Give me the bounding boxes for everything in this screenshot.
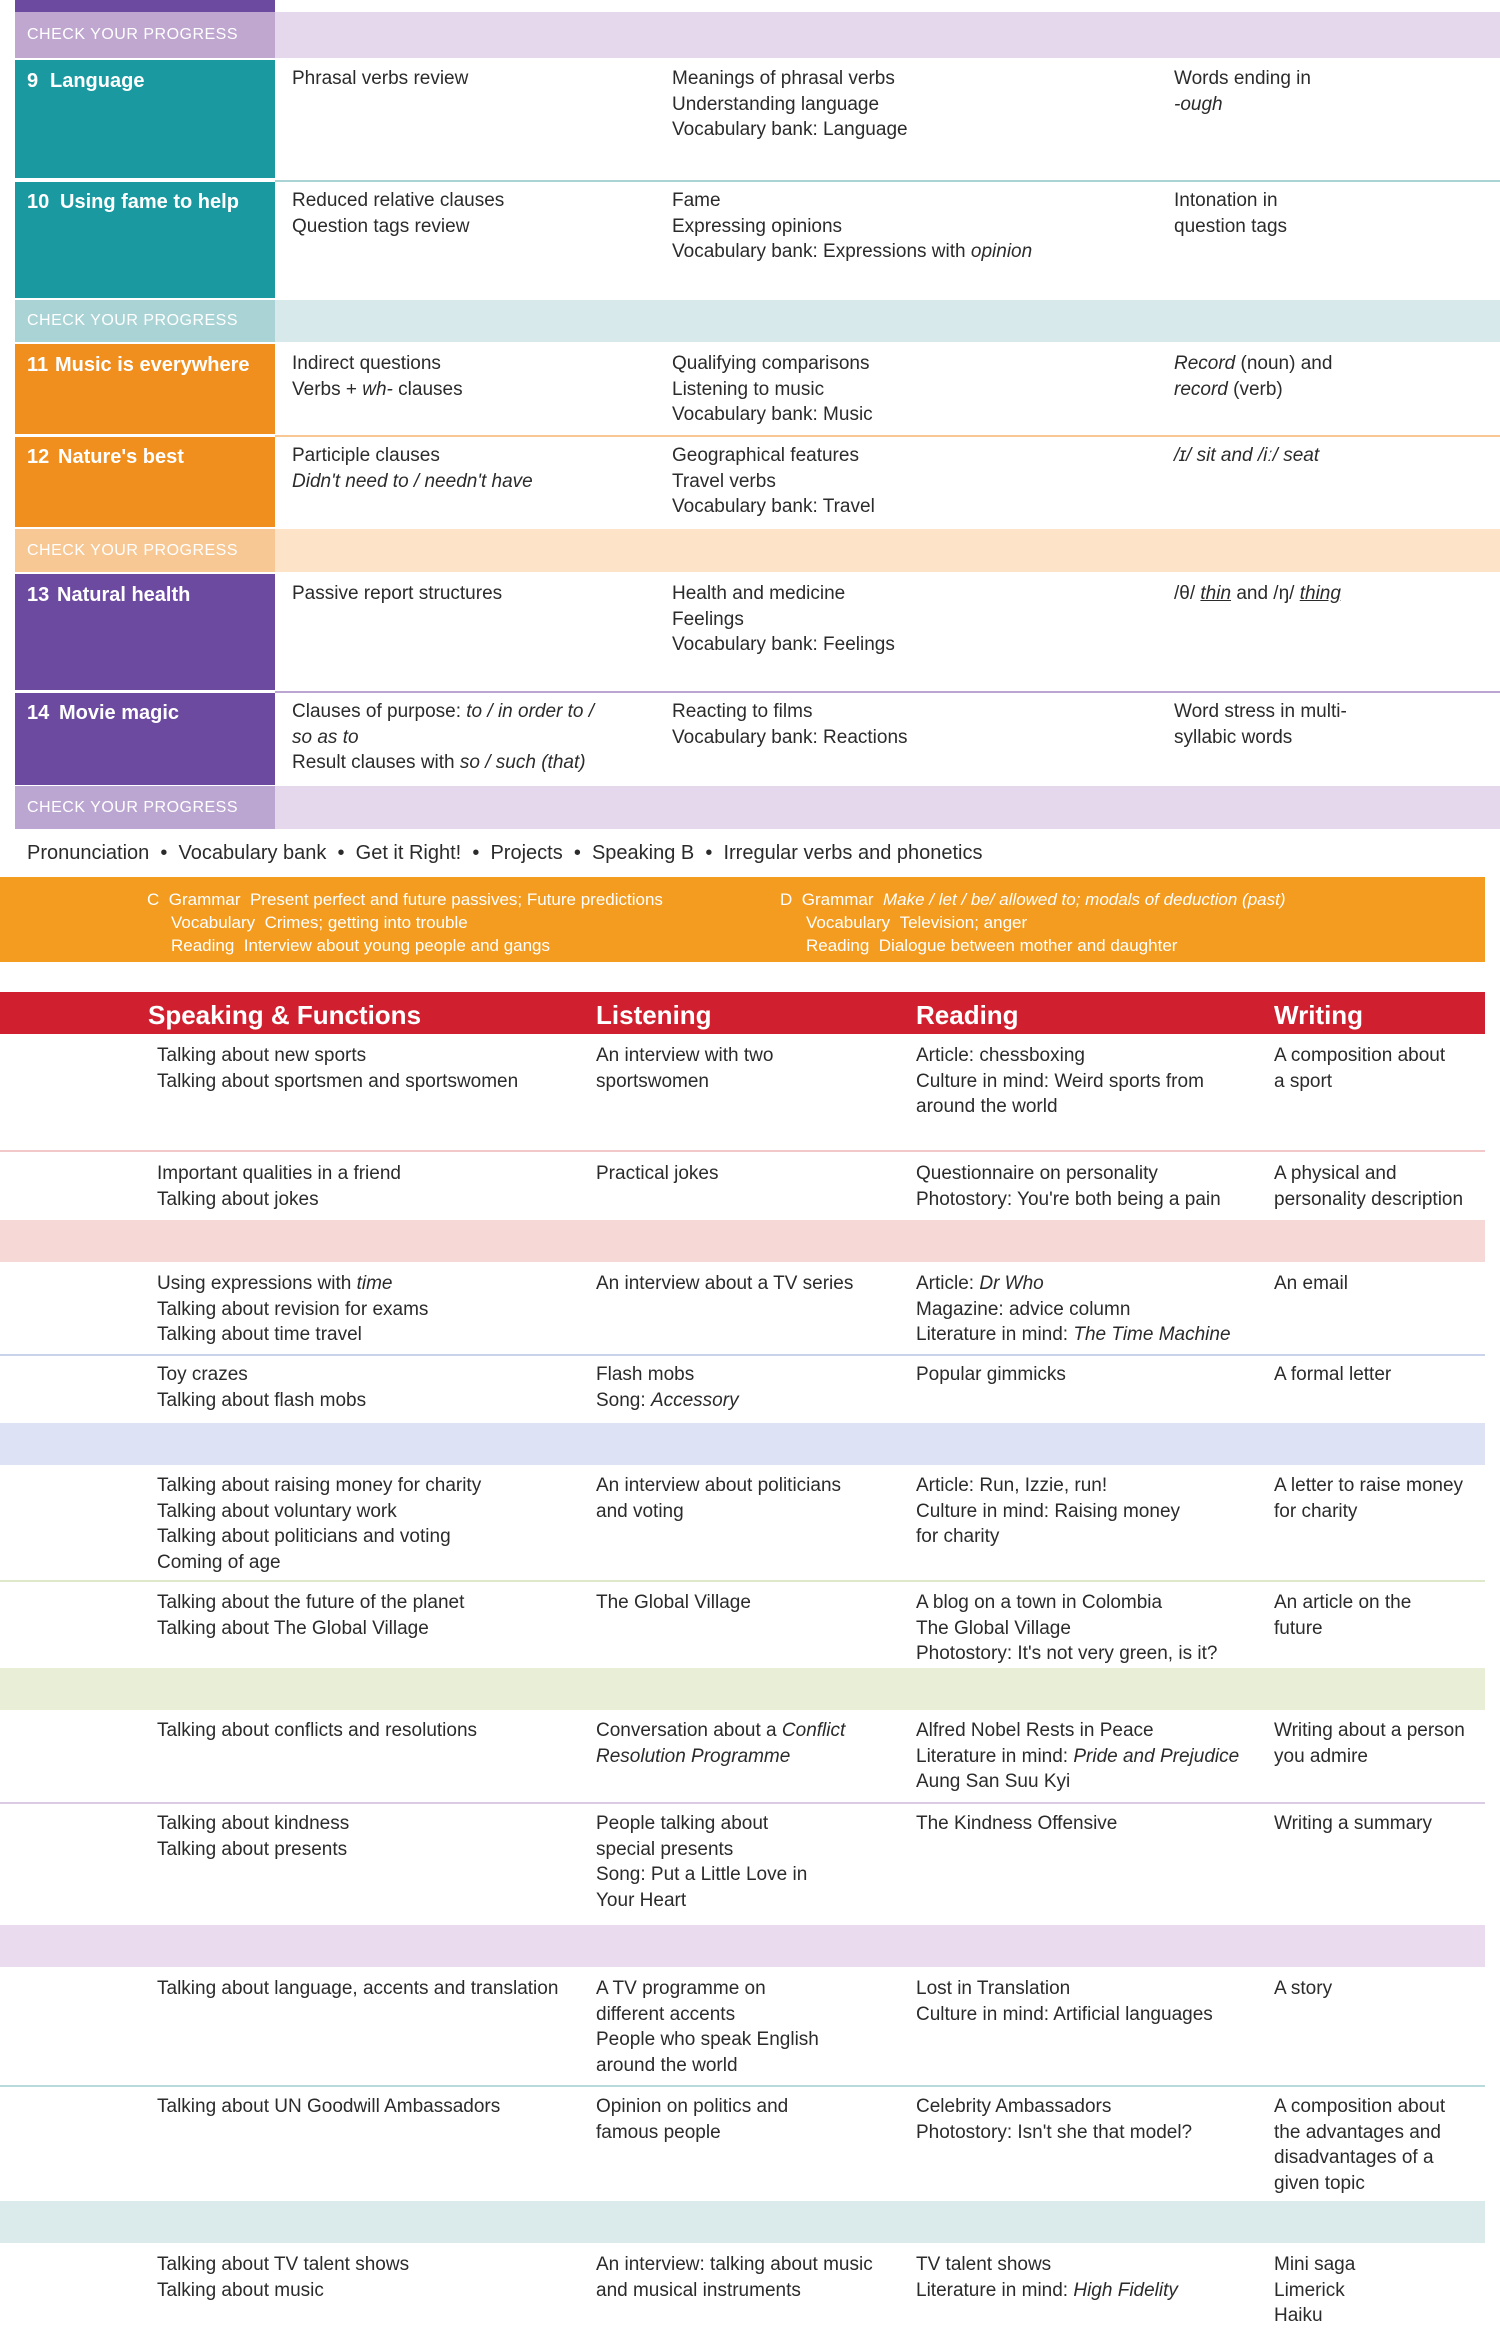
listening-cell: Flash mobs Song: Accessory	[596, 1364, 739, 1411]
appendix-links[interactable]: Pronunciation • Vocabulary bank • Get it Right! • Projects • Speaking B • Irregular verbs and phonetics	[27, 842, 983, 864]
speaking-cell: Talking about the future of the planet Talking about The Global Village	[157, 1592, 465, 1639]
grammar-cell: Passive report structures	[292, 583, 503, 604]
unit-number: 9	[27, 70, 39, 92]
grammar-cell: Indirect questions Verbs + wh- clauses	[292, 353, 463, 400]
cyp-band	[0, 1925, 1485, 1967]
row-divider	[275, 180, 1500, 182]
writing-cell: Writing about a person you admire	[1274, 1720, 1465, 1767]
banner-reading: Interview about young people and gangs	[243, 936, 551, 955]
unit-number: 11	[27, 354, 49, 376]
writing-cell: Mini saga Limerick Haiku	[1274, 2254, 1356, 2326]
reading-cell: Lost in Translation Culture in mind: Artificial languages	[916, 1978, 1213, 2025]
listening-cell: An interview with two sportswomen	[596, 1045, 774, 1092]
unit-title[interactable]: Music is everywhere	[55, 354, 250, 376]
unit-number: 10	[27, 191, 50, 213]
listening-cell: Opinion on politics and famous people	[596, 2096, 789, 2143]
writing-cell: A composition about a sport	[1274, 1045, 1446, 1092]
check-your-progress-label[interactable]: CHECK YOUR PROGRESS	[27, 312, 239, 329]
grammar-cell: Phrasal verbs review	[292, 68, 469, 89]
grammar-cell: Clauses of purpose: to / in order to / so as to Result clauses with so / such (that)	[292, 701, 595, 773]
speaking-cell: Talking about TV talent shows Talking about music	[157, 2254, 410, 2301]
vocabulary-cell: Qualifying comparisons Listening to music Vocabulary bank: Music	[672, 353, 873, 425]
banner-vocab-label: Vocabulary	[171, 913, 256, 932]
header-reading: Reading	[916, 1000, 1019, 1030]
listening-cell: A TV programme on different accents People who speak English around the world	[596, 1978, 819, 2076]
listening-cell: An interview: talking about music and musical instruments	[596, 2254, 873, 2301]
reading-cell: Article: chessboxing Culture in mind: Weird sports from around the world	[916, 1045, 1204, 1117]
cyp-band	[0, 1668, 1485, 1710]
vocabulary-cell: Fame Expressing opinions Vocabulary bank: Expressions with opinion	[672, 190, 1033, 262]
speaking-cell: Toy crazes Talking about flash mobs	[157, 1364, 367, 1411]
header-listening: Listening	[596, 1000, 712, 1030]
banner-reading: Dialogue between mother and daughter	[878, 936, 1178, 955]
banner-grammar: Present perfect and future passives; Future predictions	[249, 890, 663, 909]
listening-cell: Practical jokes	[596, 1163, 719, 1184]
listening-cell: The Global Village	[596, 1592, 751, 1613]
grammar-cell: Reduced relative clauses Question tags review	[292, 190, 505, 237]
reading-cell: Article: Dr Who Magazine: advice column Literature in mind: The Time Machine	[916, 1273, 1231, 1345]
reading-cell: Article: Run, Izzie, run! Culture in mind: Raising money for charity	[916, 1475, 1181, 1547]
writing-cell: An article on the future	[1274, 1592, 1412, 1639]
reading-cell: Questionnaire on personality Photostory: You're both being a pain	[916, 1163, 1221, 1210]
vocabulary-cell: Geographical features Travel verbs Vocabulary bank: Travel	[672, 445, 875, 517]
pronunciation-cell: Intonation in question tags	[1174, 190, 1288, 237]
writing-cell: A formal letter	[1274, 1364, 1392, 1385]
writing-cell: A story	[1274, 1978, 1333, 1999]
speaking-cell: Talking about UN Goodwill Ambassadors	[157, 2096, 501, 2117]
speaking-cell: Talking about language, accents and translation	[157, 1978, 559, 1999]
unit-title[interactable]: Movie magic	[59, 702, 180, 724]
unit-title[interactable]: Nature's best	[58, 446, 184, 468]
cyp-band	[0, 1220, 1485, 1262]
cyp-bar-right	[275, 12, 1500, 58]
row-divider	[0, 1150, 1485, 1152]
banner-vocab: Television; anger	[899, 913, 1028, 932]
row-divider	[275, 691, 1500, 693]
row-divider	[275, 435, 1500, 437]
cyp-bar-right	[275, 786, 1500, 829]
banner-vocab: Crimes; getting into trouble	[264, 913, 468, 932]
banner-letter: C	[147, 890, 160, 909]
reading-cell: Celebrity Ambassadors Photostory: Isn't she that model?	[916, 2096, 1193, 2143]
row-divider	[0, 1354, 1485, 1356]
banner-grammar-label: Grammar	[168, 890, 241, 909]
cyp-bar-left	[15, 0, 275, 12]
pronunciation-cell: /ɪ/ sit and /iː/ seat	[1174, 445, 1320, 466]
check-your-progress-label[interactable]: CHECK YOUR PROGRESS	[27, 799, 239, 816]
cyp-bar-right	[275, 300, 1500, 342]
writing-cell: A composition about the advantages and disadvantages of a given topic	[1274, 2096, 1446, 2194]
header-writing: Writing	[1274, 1000, 1364, 1030]
unit-number: 13	[27, 584, 50, 606]
speaking-cell: Important qualities in a friend Talking about jokes	[157, 1163, 401, 1210]
grammar-cell: Participle clauses Didn't need to / needn't have	[292, 445, 533, 492]
banner-vocab-label: Vocabulary	[806, 913, 891, 932]
writing-cell: Writing a summary	[1274, 1813, 1433, 1834]
vocabulary-cell: Reacting to films Vocabulary bank: Reactions	[672, 701, 908, 748]
writing-cell: A letter to raise money for charity	[1274, 1475, 1464, 1522]
cyp-band	[0, 2201, 1485, 2243]
check-your-progress-label[interactable]: CHECK YOUR PROGRESS	[27, 26, 239, 43]
reading-cell: Alfred Nobel Rests in Peace Literature in mind: Pride and Prejudice Aung San Suu Kyi	[916, 1720, 1240, 1792]
vocabulary-cell: Health and medicine Feelings Vocabulary bank: Feelings	[672, 583, 895, 655]
pronunciation-cell: Word stress in multi- syllabic words	[1174, 701, 1347, 748]
reading-cell: The Kindness Offensive	[916, 1813, 1118, 1834]
speaking-cell: Talking about raising money for charity Talking about voluntary work Talking about politicians and voting Coming of age	[157, 1475, 482, 1573]
pronunciation-cell: Record (noun) and record (verb)	[1174, 353, 1333, 400]
header-speaking: Speaking & Functions	[148, 1000, 422, 1030]
reading-cell: A blog on a town in Colombia The Global Village Photostory: It's not very green, is it?	[916, 1592, 1218, 1664]
speaking-cell: Using expressions with time Talking about revision for exams Talking about time travel	[157, 1273, 429, 1345]
banner-c	[147, 888, 663, 957]
speaking-cell: Talking about conflicts and resolutions	[157, 1720, 478, 1741]
banner-grammar: Make / let / be/ allowed to; modals of deduction (past)	[882, 890, 1286, 909]
check-your-progress-label[interactable]: CHECK YOUR PROGRESS	[27, 542, 239, 559]
listening-cell: People talking about special presents Song: Put a Little Love in Your Heart	[596, 1813, 808, 1911]
speaking-cell: Talking about kindness Talking about presents	[157, 1813, 350, 1860]
banner-d	[780, 888, 1286, 957]
pronunciation-cell: /θ/ thin and /ŋ/ thing	[1174, 583, 1341, 604]
reading-cell: TV talent shows Literature in mind: High Fidelity	[916, 2254, 1178, 2301]
unit-number: 12	[27, 446, 50, 468]
unit-number: 14	[27, 702, 50, 724]
unit-title[interactable]: Using fame to help	[60, 191, 239, 213]
unit-title[interactable]: Natural health	[57, 584, 191, 606]
row-divider	[0, 1802, 1485, 1804]
banner-reading-label: Reading	[806, 936, 870, 955]
listening-cell: Conversation about a Conflict Resolution Programme	[596, 1720, 846, 1767]
listening-cell: An interview about politicians and voting	[596, 1475, 842, 1522]
pronunciation-cell: Words ending in -ough	[1174, 68, 1311, 115]
banner-letter: D	[780, 890, 793, 909]
vocabulary-cell: Meanings of phrasal verbs Understanding language Vocabulary bank: Language	[672, 68, 908, 140]
row-divider	[0, 2085, 1485, 2087]
writing-cell: An email	[1274, 1273, 1348, 1294]
reading-cell: Popular gimmicks	[916, 1364, 1066, 1385]
cyp-bar-right	[275, 529, 1500, 572]
banner-reading-label: Reading	[171, 936, 235, 955]
writing-cell: A physical and personality description	[1274, 1163, 1464, 1210]
banner-grammar-label: Grammar	[801, 890, 874, 909]
speaking-cell: Talking about new sports Talking about sportsmen and sportswomen	[157, 1045, 519, 1092]
unit-title[interactable]: Language	[50, 70, 145, 92]
cyp-band	[0, 1423, 1485, 1465]
row-divider	[0, 1580, 1485, 1582]
listening-cell: An interview about a TV series	[596, 1273, 854, 1294]
